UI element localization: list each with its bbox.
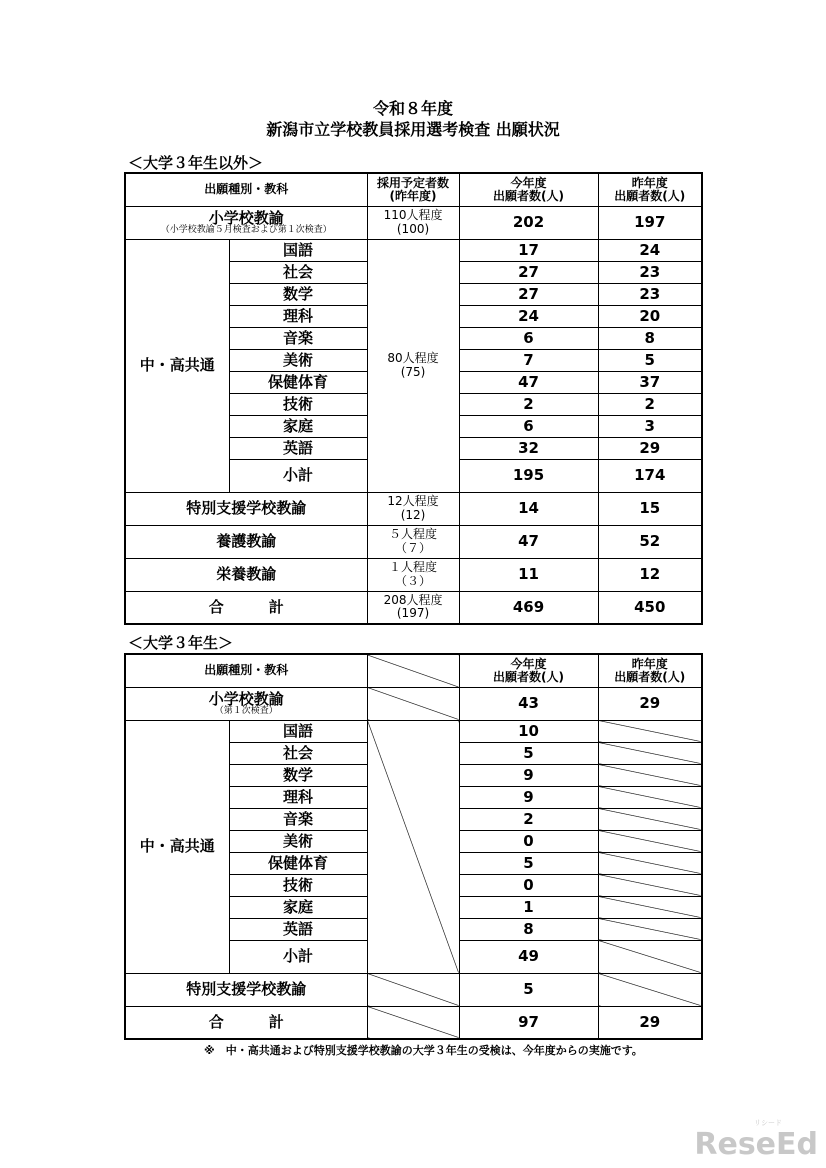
subject-name: 数学: [229, 764, 367, 786]
category-last-year: 12: [598, 558, 702, 591]
header-this-year: 今年度 出願者数(人): [459, 173, 598, 206]
subject-this-year: 27: [459, 283, 598, 305]
subject-this-year: 5: [459, 742, 598, 764]
subject-name: 英語: [229, 918, 367, 940]
header-last-year: 昨年度 出願者数(人): [598, 654, 702, 687]
subject-this-year: 27: [459, 261, 598, 283]
subject-this-year: 32: [459, 437, 598, 459]
subject-name: 音楽: [229, 327, 367, 349]
subject-last-year: 24: [598, 239, 702, 261]
document-title-line1: 令和８年度: [372, 99, 453, 118]
subject-name: 技術: [229, 874, 367, 896]
subject-name: 保健体育: [229, 371, 367, 393]
subject-this-year: 8: [459, 918, 598, 940]
total-last-year: 450: [598, 591, 702, 624]
subject-name: 保健体育: [229, 852, 367, 874]
subject-name: 技術: [229, 393, 367, 415]
subject-last-year-empty: [598, 786, 702, 808]
elementary-planned-empty: [367, 687, 459, 720]
subject-last-year-empty: [598, 742, 702, 764]
elementary-row: [125, 206, 702, 239]
section1-heading: ＜大学３年生以外＞: [128, 154, 264, 172]
total-label: 合 計: [125, 1006, 367, 1039]
elementary-label: 小学校教諭 （第１次検査）: [125, 687, 367, 720]
total-last-year: 29: [598, 1006, 702, 1039]
special-planned-empty: [367, 973, 459, 1006]
subject-last-year-empty: [598, 874, 702, 896]
subject-last-year: 23: [598, 261, 702, 283]
watermark-logo: ReseEd: [694, 1127, 818, 1162]
header-planned: 採用予定者数 (昨年度): [367, 173, 459, 206]
subject-name: 数学: [229, 283, 367, 305]
elementary-label: 小学校教諭 （小学校教諭５月検査および第１次検査）: [125, 206, 367, 239]
subject-name: 社会: [229, 742, 367, 764]
category-last-year: 15: [598, 492, 702, 525]
special-this-year: 5: [459, 973, 598, 1006]
category-planned: １人程度 （３）: [367, 558, 459, 591]
subject-last-year-empty: [598, 764, 702, 786]
subtotal-last-year: 174: [598, 459, 702, 492]
subtotal-label: 小計: [229, 940, 367, 973]
elementary-planned: 110人程度 (100): [367, 206, 459, 239]
table-header-row: [125, 654, 702, 687]
subject-last-year: 20: [598, 305, 702, 327]
subject-this-year: 9: [459, 786, 598, 808]
total-row: [125, 1006, 702, 1039]
header-category: 出願種別・教科: [125, 654, 367, 687]
category-last-year: 52: [598, 525, 702, 558]
middle-high-planned-empty: [367, 720, 459, 973]
category-planned: 12人程度 (12): [367, 492, 459, 525]
subject-last-year-empty: [598, 918, 702, 940]
subject-name: 美術: [229, 349, 367, 371]
subject-this-year: 2: [459, 393, 598, 415]
category-row: [125, 525, 702, 558]
subject-this-year: 17: [459, 239, 598, 261]
subtotal-label: 小計: [229, 459, 367, 492]
middle-high-planned: 80人程度 (75): [367, 239, 459, 492]
special-row: [125, 973, 702, 1006]
category-label: 特別支援学校教諭: [125, 492, 367, 525]
category-this-year: 14: [459, 492, 598, 525]
subtotal-last-year-empty: [598, 940, 702, 973]
subject-this-year: 47: [459, 371, 598, 393]
subject-this-year: 5: [459, 852, 598, 874]
category-this-year: 11: [459, 558, 598, 591]
table-header-row: [125, 173, 702, 206]
header-last-year: 昨年度 出願者数(人): [598, 173, 702, 206]
subject-name: 美術: [229, 830, 367, 852]
subject-name: 社会: [229, 261, 367, 283]
subtotal-this-year: 195: [459, 459, 598, 492]
subject-last-year: 29: [598, 437, 702, 459]
document-title-line2: 新潟市立学校教員採用選考検査 出願状況: [266, 120, 560, 139]
total-this-year: 97: [459, 1006, 598, 1039]
subject-this-year: 10: [459, 720, 598, 742]
subject-this-year: 6: [459, 327, 598, 349]
subject-last-year-empty: [598, 720, 702, 742]
applications-table-non-juniors: [124, 172, 703, 625]
total-row: [125, 591, 702, 624]
subject-name: 音楽: [229, 808, 367, 830]
subject-this-year: 1: [459, 896, 598, 918]
category-label: 養護教諭: [125, 525, 367, 558]
subject-last-year: 8: [598, 327, 702, 349]
subject-last-year-empty: [598, 830, 702, 852]
subject-name: 家庭: [229, 415, 367, 437]
category-row: [125, 492, 702, 525]
total-planned-empty: [367, 1006, 459, 1039]
elementary-this-year: 43: [459, 687, 598, 720]
subject-name: 理科: [229, 786, 367, 808]
applications-table-juniors: [124, 653, 703, 1040]
subject-name: 国語: [229, 720, 367, 742]
subject-name: 英語: [229, 437, 367, 459]
section2-heading: ＜大学３年生＞: [128, 634, 234, 652]
category-planned: ５人程度 （７）: [367, 525, 459, 558]
subject-row: [125, 720, 702, 742]
elementary-this-year: 202: [459, 206, 598, 239]
header-planned-empty: [367, 654, 459, 687]
subject-this-year: 0: [459, 874, 598, 896]
subject-this-year: 6: [459, 415, 598, 437]
subject-this-year: 9: [459, 764, 598, 786]
subject-name: 家庭: [229, 896, 367, 918]
total-planned: 208人程度 (197): [367, 591, 459, 624]
subject-this-year: 0: [459, 830, 598, 852]
special-label: 特別支援学校教諭: [125, 973, 367, 1006]
elementary-row: [125, 687, 702, 720]
middle-high-label: 中・高共通: [125, 239, 229, 492]
subject-last-year: 37: [598, 371, 702, 393]
watermark-sub: リシード: [754, 1119, 782, 1127]
header-category: 出願種別・教科: [125, 173, 367, 206]
subject-this-year: 2: [459, 808, 598, 830]
subject-last-year: 23: [598, 283, 702, 305]
subject-last-year: 5: [598, 349, 702, 371]
subject-last-year-empty: [598, 896, 702, 918]
subject-last-year-empty: [598, 808, 702, 830]
footnote: ※ 中・高共通および特別支援学校教諭の大学３年生の受検は、今年度からの実施です。: [204, 1044, 643, 1057]
category-label: 栄養教諭: [125, 558, 367, 591]
middle-high-label: 中・高共通: [125, 720, 229, 973]
subject-this-year: 7: [459, 349, 598, 371]
category-this-year: 47: [459, 525, 598, 558]
elementary-last-year: 29: [598, 687, 702, 720]
elementary-last-year: 197: [598, 206, 702, 239]
total-label: 合 計: [125, 591, 367, 624]
header-this-year: 今年度 出願者数(人): [459, 654, 598, 687]
subject-name: 国語: [229, 239, 367, 261]
category-row: [125, 558, 702, 591]
subject-name: 理科: [229, 305, 367, 327]
subtotal-this-year: 49: [459, 940, 598, 973]
subject-this-year: 24: [459, 305, 598, 327]
subject-row: [125, 239, 702, 261]
subject-last-year: 3: [598, 415, 702, 437]
subject-last-year-empty: [598, 852, 702, 874]
total-this-year: 469: [459, 591, 598, 624]
special-last-year-empty: [598, 973, 702, 1006]
subject-last-year: 2: [598, 393, 702, 415]
